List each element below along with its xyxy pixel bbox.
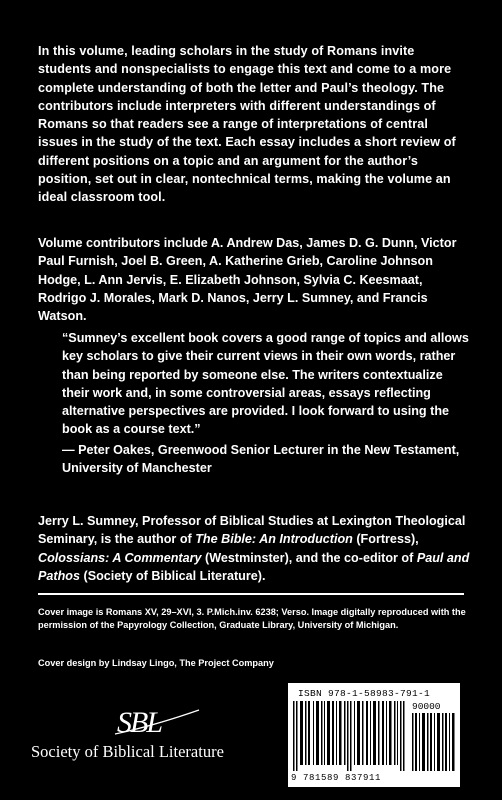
bio-title-1: The Bible: An Introduction: [195, 532, 353, 547]
publisher-name: Society of Biblical Literature: [31, 742, 224, 761]
cover-design-credit: Cover design by Lindsay Lingo, The Project Company: [38, 658, 274, 668]
endorsement-attribution: — Peter Oakes, Greenwood Senior Lecturer in the New Testament, University of Manchester: [62, 443, 460, 476]
endorsement-quote: “Sumney’s excellent book covers a good range of topics and allows key scholars to give their current views in their own words, rather than being reported by someone else. The writers contextualize their work and, in some controversial areas, essays reflecting alternative perspectives are provided. I look forward to using the book as a course text.”: [62, 331, 469, 437]
price-barcode-icon: [412, 713, 456, 771]
bio-text-2: (Fortress),: [352, 532, 419, 547]
bio-title-2: Colossians: A Commentary: [38, 550, 202, 565]
isbn-label: ISBN 978-1-58983-791-1: [298, 688, 431, 699]
author-bio: [38, 512, 478, 585]
divider-rule: [38, 593, 464, 595]
svg-text:SBL: SBL: [117, 706, 162, 739]
bio-title-3: Paul and Pathos: [38, 550, 470, 583]
price-code: 90000: [412, 701, 441, 712]
description-paragraph: In this volume, leading scholars in the study of Romans invite students and nonspecialists to engage this text and come to a more complete understanding of both the letter and Paul’s theology. The contributors include interpreters with different understandings of Romans so that readers see a range of interpretations of central issues in the study of the text. Each essay includes a short review of different positions on a topic and an argument for the author’s position, set out in clear, nontechnical terms, making the volume an ideal classroom tool.: [38, 44, 456, 205]
ean-digits: 9 781589 837911: [291, 773, 382, 783]
ean-barcode-icon: [293, 701, 405, 771]
bio-text-4: (Society of Biblical Literature).: [80, 568, 266, 583]
contributors-paragraph: Volume contributors include A. Andrew Das, James D. G. Dunn, Victor Paul Furnish, Joel B. Green, A. Katherine Grieb, Caroline Johnson Hodge, L. Ann Jervis, E. Elizabeth Johnson, Sylvia C. Keesmaat, Rodrigo J. Morales, Mark D. Nanos, Jerry L. Sumney, and Francis Watson.: [38, 236, 457, 324]
bio-text-3: (Westminster), and the co-editor of: [201, 550, 417, 565]
sbl-logo-icon: [113, 704, 203, 740]
cover-image-credit: Cover image is Romans XV, 29–XVI, 3. P.Mich.inv. 6238; Verso. Image digitally reproduced with the permission of the Papyrology Collection, Graduate Library, University of Michigan.: [38, 607, 466, 630]
bio-text-1: Jerry L. Sumney, Professor of Biblical Studies at Lexington Theological Seminary, is the author of: [38, 514, 466, 547]
